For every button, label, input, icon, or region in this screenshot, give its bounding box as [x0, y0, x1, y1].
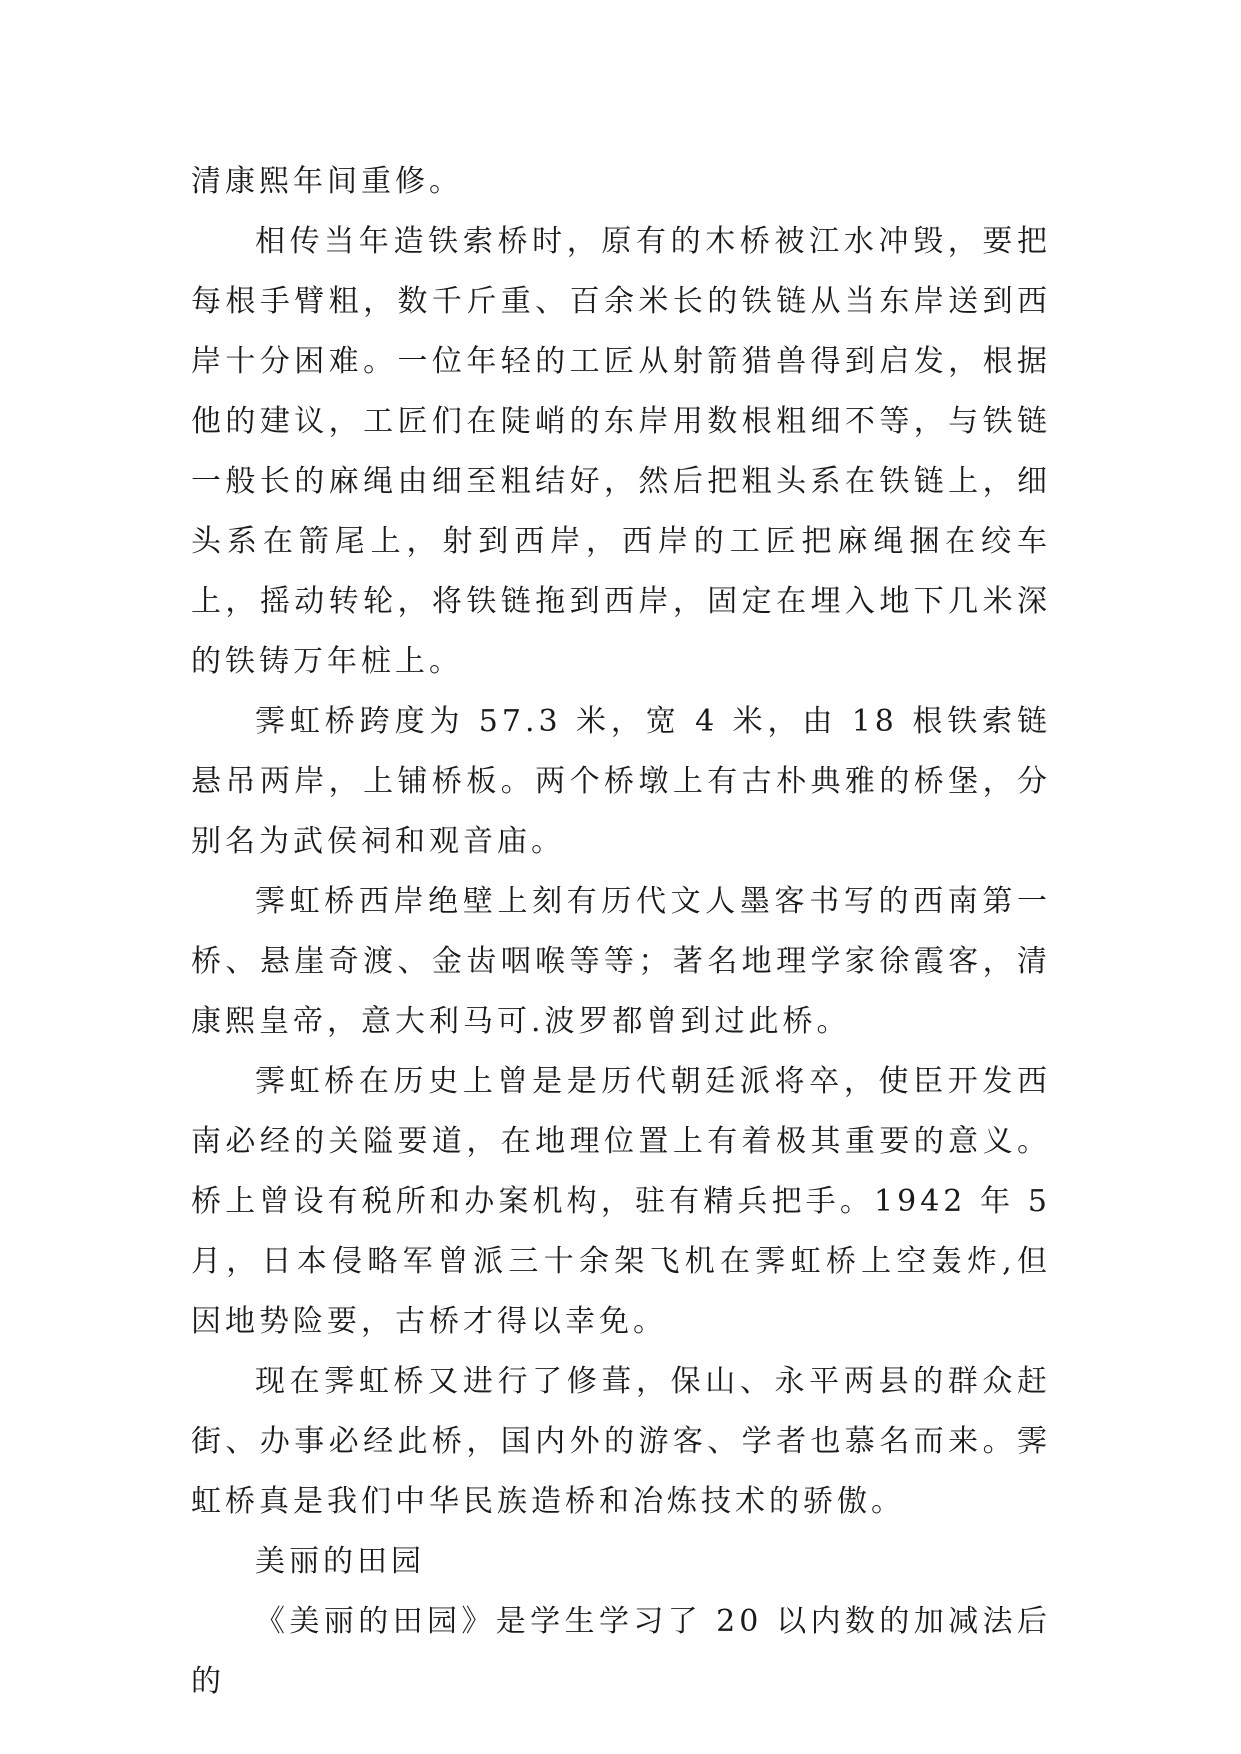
paragraph-7: 《美丽的田园》是学生学习了 20 以内数的加减法后的 — [191, 1604, 1051, 1699]
paragraph-6: 现在霁虹桥又进行了修葺，保山、永平两县的群众赶街、办事必经此桥，国内外的游客、学者也慕名而来。霁虹桥真是我们中华民族造桥和冶炼技术的骄傲。 — [191, 1364, 1051, 1519]
paragraph-4: 霁虹桥西岸绝壁上刻有历代文人墨客书写的西南第一桥、悬崖奇渡、金齿咽喉等等；著名地理学家徐霞客，清康熙皇帝，意大利马可.波罗都曾到过此桥。 — [191, 884, 1051, 1039]
paragraph-1: 清康熙年间重修。 — [191, 164, 463, 199]
document-body — [191, 152, 1051, 1712]
paragraph-5: 霁虹桥在历史上曾是是历代朝廷派将卒，使臣开发西南必经的关隘要道，在地理位置上有着极其重要的意义。桥上曾设有税所和办案机构，驻有精兵把手。1942 年 5 月，日本侵略军曾派三十余架飞机在霁虹桥上空轰炸,但因地势险要，古桥才得以幸免。 — [191, 1064, 1051, 1339]
section-heading: 美丽的田园 — [255, 1544, 425, 1579]
paragraph-3: 霁虹桥跨度为 57.3 米，宽 4 米，由 18 根铁索链悬吊两岸，上铺桥板。两个桥墩上有古朴典雅的桥堡，分别名为武侯祠和观音庙。 — [191, 704, 1051, 859]
paragraph-2: 相传当年造铁索桥时，原有的木桥被江水冲毁，要把每根手臂粗，数千斤重、百余米长的铁链从当东岸送到西岸十分困难。一位年轻的工匠从射箭猎兽得到启发，根据他的建议，工匠们在陡峭的东岸用数根粗细不等，与铁链一般长的麻绳由细至粗结好，然后把粗头系在铁链上，细头系在箭尾上，射到西岸，西岸的工匠把麻绳捆在绞车上，摇动转轮，将铁链拖到西岸，固定在埋入地下几米深的铁铸万年桩上。 — [191, 224, 1051, 679]
